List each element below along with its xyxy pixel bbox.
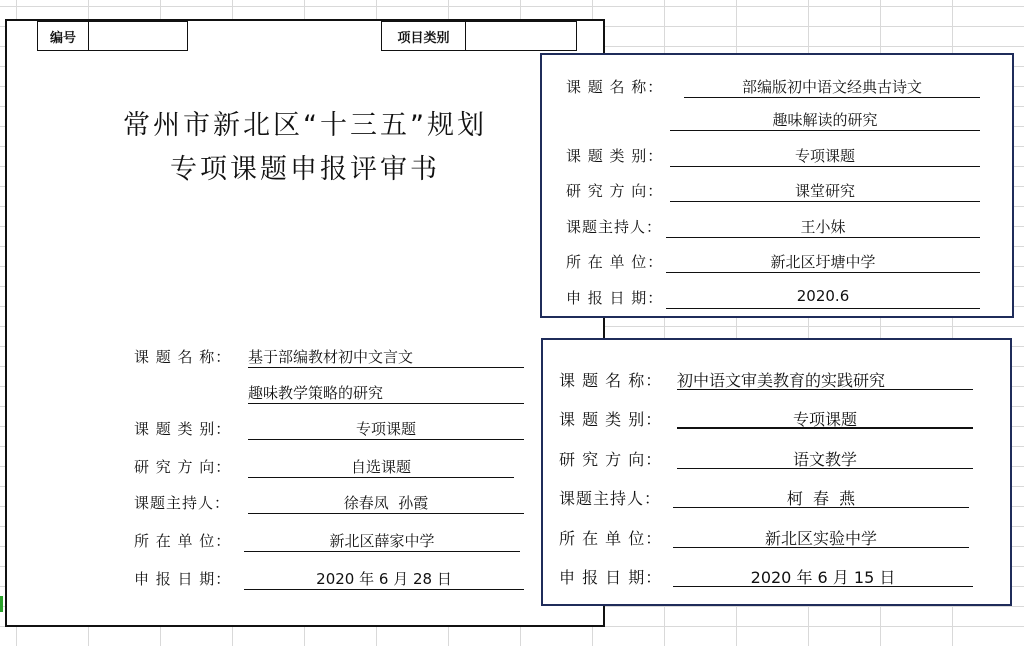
card1-direction-row — [566, 180, 1006, 208]
card2-topic-label: 课 题 名 称： — [559, 371, 663, 390]
card1-topic-row-2 — [566, 109, 1006, 137]
sheet-edge-marker — [0, 596, 3, 612]
card1-host-value[interactable]: 王小妹 — [666, 216, 980, 238]
card1-topic-line-1[interactable]: 部编版初中语文经典古诗文 — [684, 76, 980, 98]
card1-type-value[interactable]: 专项课题 — [670, 145, 980, 167]
card1-type-row — [566, 145, 1006, 173]
card1-host-row — [566, 216, 1006, 244]
card2-type-label: 课 题 类 别： — [559, 410, 663, 429]
title-line-2: 专项课题申报评审书 — [170, 154, 440, 185]
card2-topic-line-1[interactable]: 初中语文审美教育的实践研究 — [677, 368, 973, 390]
main-topic-line-1[interactable]: 基于部编教材初中文言文 — [248, 346, 524, 368]
main-date-label: 申 报 日 期： — [134, 570, 232, 588]
main-direction-label: 研 究 方 向： — [134, 458, 232, 476]
main-unit-row — [134, 530, 534, 558]
main-date-value[interactable]: 2020 年 6 月 28 日 — [244, 568, 524, 590]
card1-topic-label: 课 题 名 称： — [566, 78, 664, 96]
main-topic-row — [134, 346, 534, 374]
number-label: 编号 — [49, 30, 76, 46]
card1-unit-label: 所 在 单 位： — [566, 253, 664, 271]
number-label-cell — [37, 21, 89, 51]
main-direction-value[interactable]: 自选课题 — [248, 456, 514, 478]
card2-topic-row — [559, 368, 999, 396]
category-label: 项目类别 — [397, 30, 450, 46]
main-topic-label: 课 题 名 称： — [134, 348, 232, 366]
card1-direction-value[interactable]: 课堂研究 — [670, 180, 980, 202]
card2-type-value[interactable]: 专项课题 — [677, 407, 973, 429]
main-direction-row — [134, 456, 534, 484]
project-card-1 — [540, 53, 1014, 318]
main-type-value[interactable]: 专项课题 — [248, 418, 524, 440]
main-host-label: 课题主持人： — [134, 494, 231, 512]
card1-date-row — [566, 287, 1006, 315]
card2-date-value[interactable]: 2020 年 6 月 15 日 — [673, 565, 973, 587]
number-value-cell[interactable] — [88, 21, 188, 51]
main-topic-line-2[interactable]: 趣味教学策略的研究 — [248, 382, 524, 404]
project-card-2 — [541, 338, 1012, 606]
title-line-1: 常州市新北区“十三五”规划 — [123, 110, 487, 141]
card2-direction-label: 研 究 方 向： — [559, 450, 663, 469]
main-type-row — [134, 418, 534, 446]
card2-type-row — [559, 407, 999, 435]
card1-date-label: 申 报 日 期： — [566, 289, 664, 307]
card1-direction-label: 研 究 方 向： — [566, 182, 664, 200]
card2-unit-value[interactable]: 新北区实验中学 — [673, 526, 969, 548]
card2-host-row — [559, 486, 999, 514]
card2-date-label: 申 报 日 期： — [559, 568, 663, 587]
card1-topic-line-2[interactable]: 趣味解读的研究 — [670, 109, 980, 131]
card2-unit-label: 所 在 单 位： — [559, 529, 663, 548]
main-host-row — [134, 492, 534, 520]
main-topic-row-2 — [134, 382, 534, 410]
main-date-row — [134, 568, 534, 596]
card1-date-value[interactable]: 2020.6 — [666, 287, 980, 309]
main-unit-label: 所 在 单 位： — [134, 532, 232, 550]
card2-direction-row — [559, 447, 999, 475]
main-unit-value[interactable]: 新北区薛家中学 — [244, 530, 520, 552]
card1-host-label: 课题主持人： — [566, 218, 663, 236]
category-label-cell — [381, 21, 466, 51]
card1-topic-row — [566, 76, 1006, 104]
card2-unit-row — [559, 526, 999, 554]
card1-type-label: 课 题 类 别： — [566, 147, 664, 165]
category-value-cell[interactable] — [465, 21, 577, 51]
card1-unit-row — [566, 251, 1006, 279]
card2-direction-value[interactable]: 语文教学 — [677, 447, 973, 469]
card2-host-label: 课题主持人： — [559, 489, 662, 508]
card1-unit-value[interactable]: 新北区圩塘中学 — [666, 251, 980, 273]
main-host-value[interactable]: 徐春凤 孙霞 — [248, 492, 524, 514]
main-type-label: 课 题 类 别： — [134, 420, 232, 438]
card2-host-value[interactable]: 柯 春 燕 — [673, 486, 969, 508]
card2-date-row — [559, 565, 999, 593]
application-form-page — [5, 19, 605, 627]
